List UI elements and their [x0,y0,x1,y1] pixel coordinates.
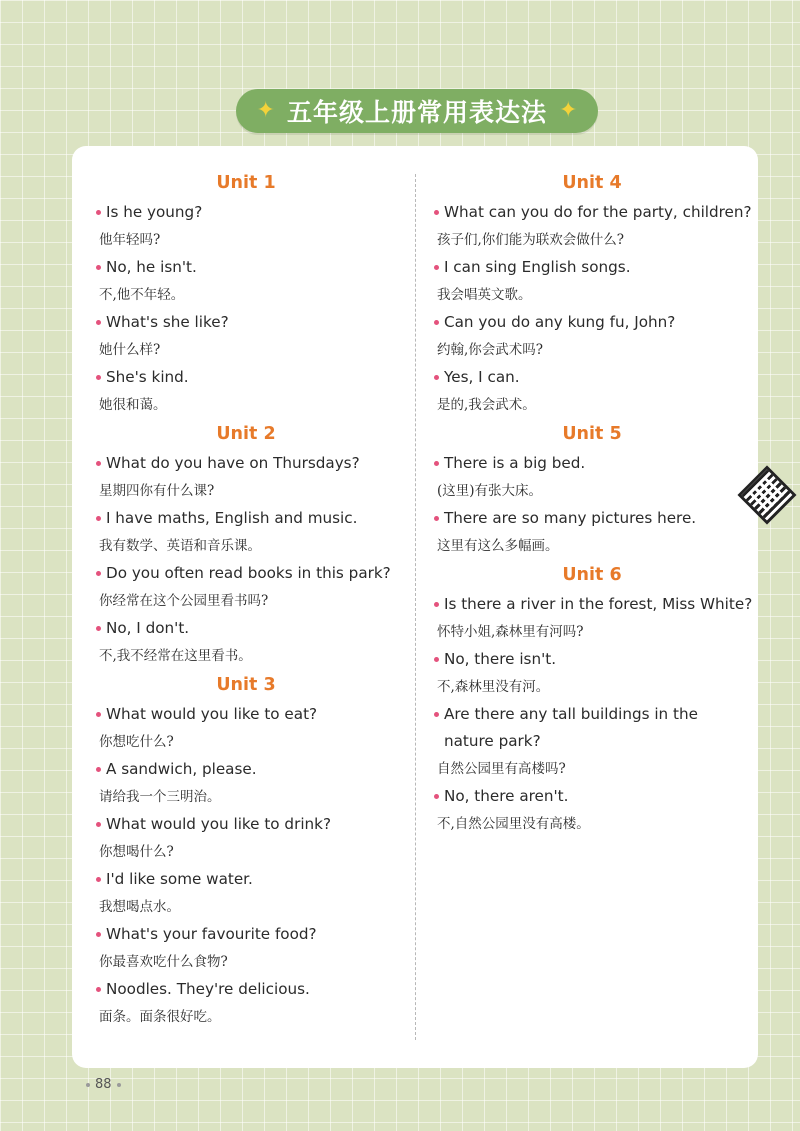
dot-icon [117,1083,121,1087]
english-sentence: I have maths, English and music. [96,505,396,532]
content-card [72,146,758,1068]
unit-heading: Unit 2 [216,424,276,444]
english-sentence: I'd like some water. [96,866,396,893]
english-sentence: Is he young? [96,199,396,226]
chinese-translation: 你经常在这个公园里看书吗? [99,593,269,609]
english-sentence: She's kind. [96,364,396,391]
chinese-translation: 不,自然公园里没有高楼。 [437,816,590,832]
chinese-translation: 面条。面条很好吃。 [99,1009,221,1025]
dot-icon [86,1083,90,1087]
chinese-translation: 请给我一个三明治。 [99,789,221,805]
chinese-translation: 他年轻吗? [99,232,161,248]
page-number-text: 88 [95,1077,112,1092]
unit-heading: Unit 5 [562,424,622,444]
english-sentence: What would you like to eat? [96,701,396,728]
english-sentence: Noodles. They're delicious. [96,976,396,1003]
english-sentence: Can you do any kung fu, John? [434,309,750,336]
english-sentence: What would you like to drink? [96,811,396,838]
chinese-translation: 不,我不经常在这里看书。 [99,648,252,664]
unit-heading: Unit 1 [216,173,276,193]
chinese-translation: 不,森林里没有河。 [437,679,550,695]
star-icon: ✦ [559,98,578,123]
chinese-translation: 怀特小姐,森林里有河吗? [437,624,584,640]
chinese-translation: 孩子们,你们能为联欢会做什么? [437,232,625,248]
english-sentence: I can sing English songs. [434,254,750,281]
star-icon: ✦ [256,98,275,123]
unit-heading: Unit 6 [562,565,622,585]
english-sentence: Yes, I can. [434,364,750,391]
english-sentence: No, there aren't. [434,783,750,810]
chinese-translation: 是的,我会武术。 [437,397,536,413]
chinese-translation: 我有数学、英语和音乐课。 [99,538,261,554]
right-column [434,168,753,838]
english-sentence: There is a big bed. [434,450,750,477]
english-sentence: Is there a river in the forest, Miss White? [434,591,750,618]
unit-heading: Unit 4 [562,173,622,193]
english-sentence: There are so many pictures here. [434,505,750,532]
english-sentence: What do you have on Thursdays? [96,450,396,477]
english-sentence: A sandwich, please. [96,756,396,783]
left-column [96,168,396,1031]
chinese-translation: 她很和蔼。 [99,397,167,413]
chinese-translation: 这里有这么多幅画。 [437,538,559,554]
english-sentence: Are there any tall buildings in the nature park? [434,701,750,755]
chinese-translation: 你想吃什么? [99,734,174,750]
english-sentence: What's she like? [96,309,396,336]
column-divider [415,174,416,1040]
english-sentence: No, I don't. [96,615,396,642]
chinese-translation: 约翰,你会武术吗? [437,342,544,358]
english-sentence: No, there isn't. [434,646,750,673]
page-number [86,1077,121,1092]
title-banner [236,89,598,133]
english-sentence: Do you often read books in this park? [96,560,396,587]
chinese-translation: 不,他不年轻。 [99,287,185,303]
chinese-translation: 我想喝点水。 [99,899,180,915]
chinese-translation: 她什么样? [99,342,161,358]
unit-heading: Unit 3 [216,675,276,695]
chinese-translation: 你最喜欢吃什么食物? [99,954,228,970]
english-sentence: No, he isn't. [96,254,396,281]
chinese-translation: 你想喝什么? [99,844,174,860]
chinese-translation: (这里)有张大床。 [437,483,543,499]
page-title: 五年级上册常用表达法 [286,98,547,127]
chinese-translation: 星期四你有什么课? [99,483,215,499]
english-sentence: What's your favourite food? [96,921,396,948]
chinese-translation: 自然公园里有高楼吗? [437,761,566,777]
chinese-translation: 我会唱英文歌。 [437,287,532,303]
english-sentence: What can you do for the party, children? [434,199,750,226]
